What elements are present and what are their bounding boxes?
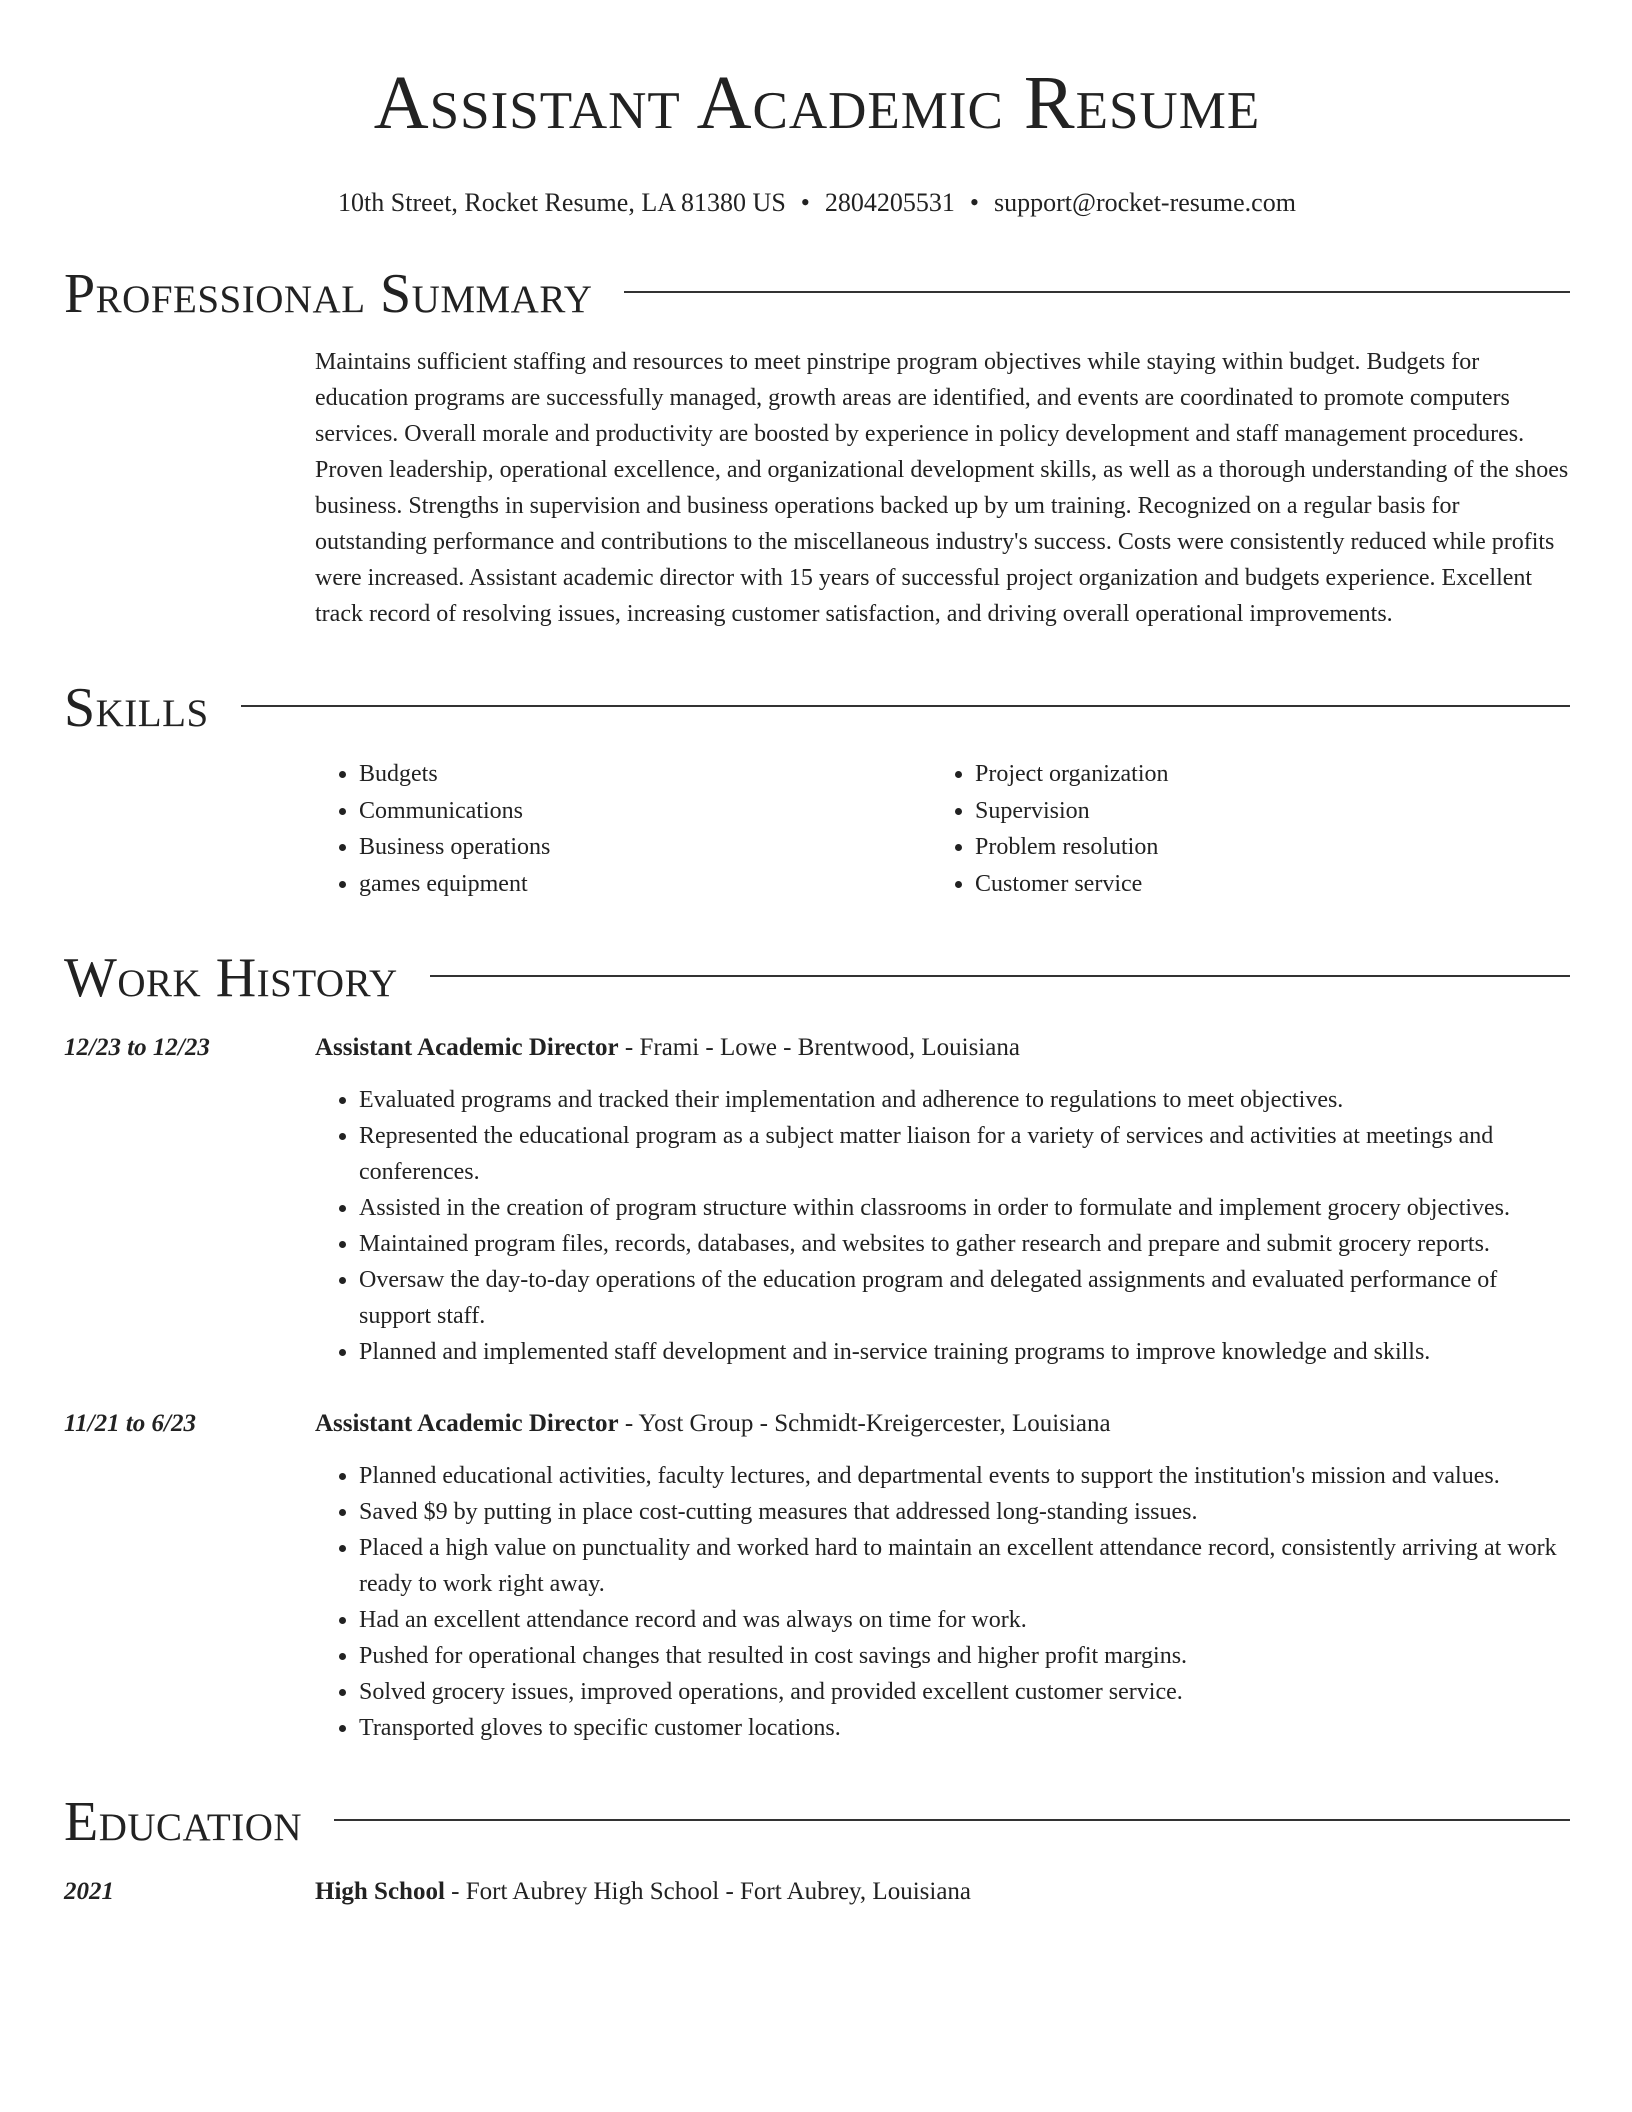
job-heading <box>315 1406 1570 1442</box>
skill-item: • Communications <box>359 793 931 830</box>
job-bullet: • Planned and implemented staff development and in-service training programs to improve knowledge and skills. <box>359 1334 1570 1370</box>
education-degree: High School <box>315 1878 445 1905</box>
work-heading: Work History <box>64 947 398 1009</box>
education-heading-line <box>315 1874 1570 1910</box>
summary-heading: Professional Summary <box>64 263 593 325</box>
job-bullet: • Assisted in the creation of program structure within classrooms in order to formulate and implement grocery objectives. <box>359 1190 1570 1226</box>
contact-separator: • <box>969 188 980 217</box>
job-date: 11/21 to 6/23 <box>64 1410 196 1437</box>
education-section-header <box>64 1792 1570 1852</box>
job-bullet: • Maintained program files, records, databases, and websites to gather research and prepare and submit grocery reports. <box>359 1226 1570 1262</box>
skills-heading: Skills <box>64 677 209 739</box>
job-heading <box>315 1030 1570 1066</box>
job-body <box>315 1406 1570 1746</box>
contact-separator: • <box>800 188 810 217</box>
skill-item: • Customer service <box>975 866 1547 903</box>
job-bullets <box>315 1458 1570 1746</box>
job-bullet: • Evaluated programs and tracked their implementation and adherence to regulations to meet objectives. <box>359 1082 1570 1118</box>
job-bullet: • Solved grocery issues, improved operations, and provided excellent customer service. <box>359 1674 1570 1710</box>
education-date: 2021 <box>64 1878 114 1905</box>
section-divider <box>430 975 1570 977</box>
job-date: 12/23 to 12/23 <box>64 1034 210 1061</box>
job-details: - Yost Group - Schmidt-Kreigercester, Louisiana <box>618 1410 1111 1437</box>
job-details: - Frami - Lowe - Brentwood, Louisiana <box>618 1034 1020 1061</box>
education-entry <box>64 1874 1570 1910</box>
section-divider <box>624 291 1570 293</box>
job-bullet: • Oversaw the day-to-day operations of the education program and delegated assignments and evaluated performance of support staff. <box>359 1262 1570 1334</box>
job-bullet: • Placed a high value on punctuality and worked hard to maintain an excellent attendance record, consistently arriving at work ready to work right away. <box>359 1530 1570 1602</box>
skills-list <box>315 756 1570 902</box>
summary-text: Maintains sufficient staffing and resources to meet pinstripe program objectives while staying within budget. Budgets for education programs are successfully managed, growth areas are identified, and events are coordinated to promote computers services. Overall morale and productivity are boosted by experience in policy development and staff management procedures. Proven leadership, operational excellence, and organizational development skills, as well as a thorough understanding of the shoes business. Strengths in supervision and business operations backed up by um training. Recognized on a regular basis for outstanding performance and contributions to the miscellaneous industry's success. Costs were consistently reduced while profits were increased. Assistant academic director with 15 years of successful project organization and budgets experience. Excellent track record of resolving issues, increasing customer satisfaction, and driving overall operational improvements. <box>315 349 1569 627</box>
contact-phone: 2804205531 <box>824 188 955 217</box>
skill-item: • Budgets <box>359 756 931 793</box>
skill-item: • Business operations <box>359 829 931 866</box>
summary-section-header <box>64 264 1570 324</box>
job-bullet: • Had an excellent attendance record and was always on time for work. <box>359 1602 1570 1638</box>
job-bullet: • Represented the educational program as a subject matter liaison for a variety of services and activities at meetings and conferences. <box>359 1118 1570 1190</box>
skills-section-header <box>64 678 1570 738</box>
education-details: - Fort Aubrey High School - Fort Aubrey, Louisiana <box>444 1878 972 1905</box>
skills-column-right <box>931 756 1547 902</box>
education-heading: Education <box>64 1791 303 1853</box>
section-divider <box>334 1819 1570 1821</box>
job-bullet: • Pushed for operational changes that resulted in cost savings and higher profit margins. <box>359 1638 1570 1674</box>
skill-item: • games equipment <box>359 866 931 903</box>
work-section-header <box>64 948 1570 1008</box>
job-entry <box>64 1406 1570 1746</box>
job-title: Assistant Academic Director <box>315 1410 619 1437</box>
job-bullets <box>315 1082 1570 1370</box>
job-entry <box>64 1030 1570 1370</box>
job-bullet: • Planned educational activities, faculty lectures, and departmental events to support the institution's mission and values. <box>359 1458 1570 1494</box>
contact-line <box>64 188 1570 218</box>
job-bullet: • Transported gloves to specific customer locations. <box>359 1710 1570 1746</box>
skills-column-left <box>315 756 931 902</box>
job-title: Assistant Academic Director <box>315 1034 619 1061</box>
section-divider <box>241 705 1570 707</box>
contact-email: support@rocket-resume.com <box>994 188 1296 217</box>
contact-address: 10th Street, Rocket Resume, LA 81380 US <box>338 188 786 217</box>
resume-title: Assistant Academic Resume <box>373 61 1261 145</box>
job-bullet: • Saved $9 by putting in place cost-cutting measures that addressed long-standing issues. <box>359 1494 1570 1530</box>
education-body <box>315 1874 1570 1910</box>
job-body <box>315 1030 1570 1370</box>
skill-item: • Project organization <box>975 756 1547 793</box>
skill-item: • Problem resolution <box>975 829 1547 866</box>
skill-item: • Supervision <box>975 793 1547 830</box>
